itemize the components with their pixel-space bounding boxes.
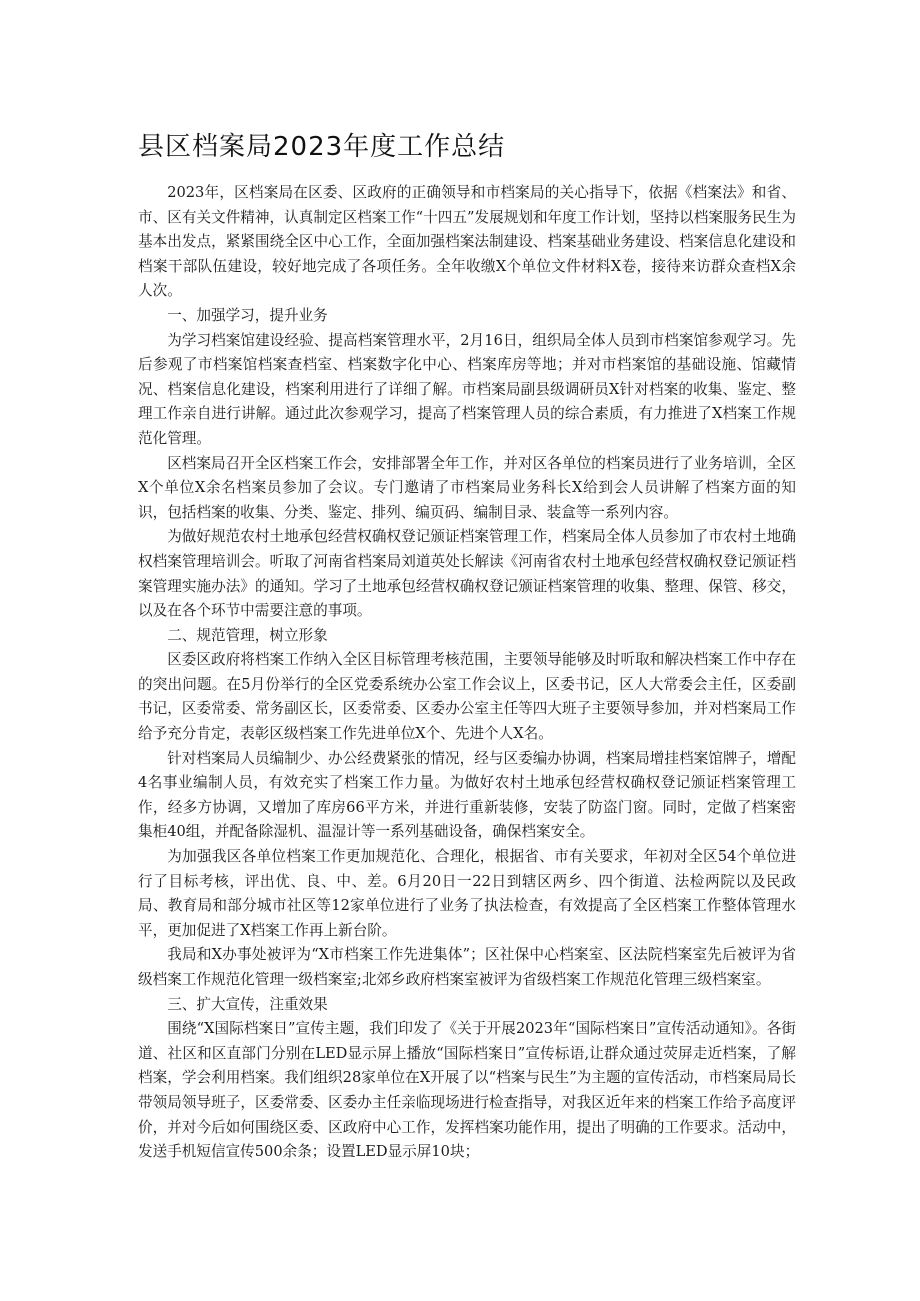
paragraph: 我局和X办事处被评为“X市档案工作先进集体”；区社保中心档案室、区法院档案室先后被评为省级档案工作规范化管理一级档案室;北郊乡政府档案室被评为省级档案工作规范化管理三级档案室。 xyxy=(138,946,796,988)
paragraph: 区档案局召开全区档案工作会，安排部署全年工作，并对区各单位的档案员进行了业务培训，全区X个单位X余名档案员参加了会议。专门邀请了市档案局业务科长X给到会人员讲解了档案方面的知识，包括档案的收集、分类、鉴定、排列、编页码、编制目录、装盒等一系列内容。 xyxy=(138,454,796,521)
paragraph: 围绕“X国际档案日”宣传主题，我们印发了《关于开展2023年“国际档案日”宣传活动通知》。各街道、社区和区直部门分别在LED显示屏上播放“国际档案日”宣传标语,让群众通过荧屏走近档案，了解档案，学会利用档案。我们组织28家单位在X开展了以“档案与民生”为主题的宣传活动，市档案局局长带领局领导班子，区委常委、区委办主任亲临现场进行检查指导，对我区近年来的档案工作给予高度评价，并对今后如何围绕区委、区政府中心工作，发挥档案功能作用，提出了明确的工作要求。活动中，发送手机短信宣传500余条；设置LED显示屏10块； xyxy=(138,1020,796,1161)
paragraph: 为加强我区各单位档案工作更加规范化、合理化，根据省、市有关要求，年初对全区54个单位进行了目标考核，评出优、良、中、差。6月20日一22日到辖区两乡、四个街道、法检两院以及民政局、教育局和部分城市社区等12家单位进行了业务了执法检查，有效提高了全区档案工作整体管理水平，更加促进了X档案工作再上新台阶。 xyxy=(138,848,796,939)
section-heading-1: 一、加强学习，提升业务 xyxy=(167,306,328,324)
section-heading-3: 三、扩大宣传，注重效果 xyxy=(167,995,328,1013)
document-title: 县区档案局2023年度工作总结 xyxy=(138,132,506,162)
paragraph-intro: 2023年，区档案局在区委、区政府的正确领导和市档案局的关心指导下，依据《档案法》和省、市、区有关文件精神，认真制定区档案工作“十四五”发展规划和年度工作计划，坚持以档案服务民生为基本出发点，紧紧围绕全区中心工作，全面加强档案法制建设、档案基础业务建设、档案信息化建设和档案干部队伍建设，较好地完成了各项任务。全年收缴X个单位文件材料X卷，接待来访群众查档X余人次。 xyxy=(138,184,796,300)
section-heading-2: 二、规范管理，树立形象 xyxy=(167,626,328,644)
paragraph: 针对档案局人员编制少、办公经费紧张的情况，经与区委编办协调，档案局增挂档案馆牌子，增配4名事业编制人员，有效充实了档案工作力量。为做好农村土地承包经营权确权登记颁证档案管理工作，经多方协调，又增加了库房66平方米，并进行重新装修，安装了防盗门窗。同时，定做了档案密集柜40组，并配备除湿机、温湿计等一系列基础设备，确保档案安全。 xyxy=(138,749,796,841)
paragraph: 为学习档案馆建设经验、提高档案管理水平，2月16日，组织局全体人员到市档案馆参观学习。先后参观了市档案馆档案查档室、档案数字化中心、档案库房等地；并对市档案馆的基础设施、馆藏情况、档案信息化建设，档案利用进行了详细了解。市档案局副县级调研员X针对档案的收集、鉴定、整理工作亲自进行讲解。通过此次参观学习，提高了档案管理人员的综合素质，有力推进了X档案工作规范化管理。 xyxy=(138,331,796,447)
paragraph: 区委区政府将档案工作纳入全区目标管理考核范围，主要领导能够及时听取和解决档案工作中存在的突出问题。在5月份举行的全区党委系统办公室工作会议上，区委书记，区人大常委会主任，区委副书记，区委常委、常务副区长，区委常委、区委办公室主任等四大班子主要领导参加，并对档案局工作给予充分肯定，表彰区级档案工作先进单位X个、先进个人X名。 xyxy=(138,651,796,743)
document-body xyxy=(138,181,796,1165)
paragraph: 为做好规范农村土地承包经营权确权登记颁证档案管理工作，档案局全体人员参加了市农村土地确权档案管理培训会。听取了河南省档案局刘道英处长解读《河南省农村土地承包经营权确权登记颁证档案管理实施办法》的通知。学习了土地承包经营权确权登记颁证档案管理的收集、整理、保管、移交，以及在各个环节中需要注意的事项。 xyxy=(138,528,796,620)
